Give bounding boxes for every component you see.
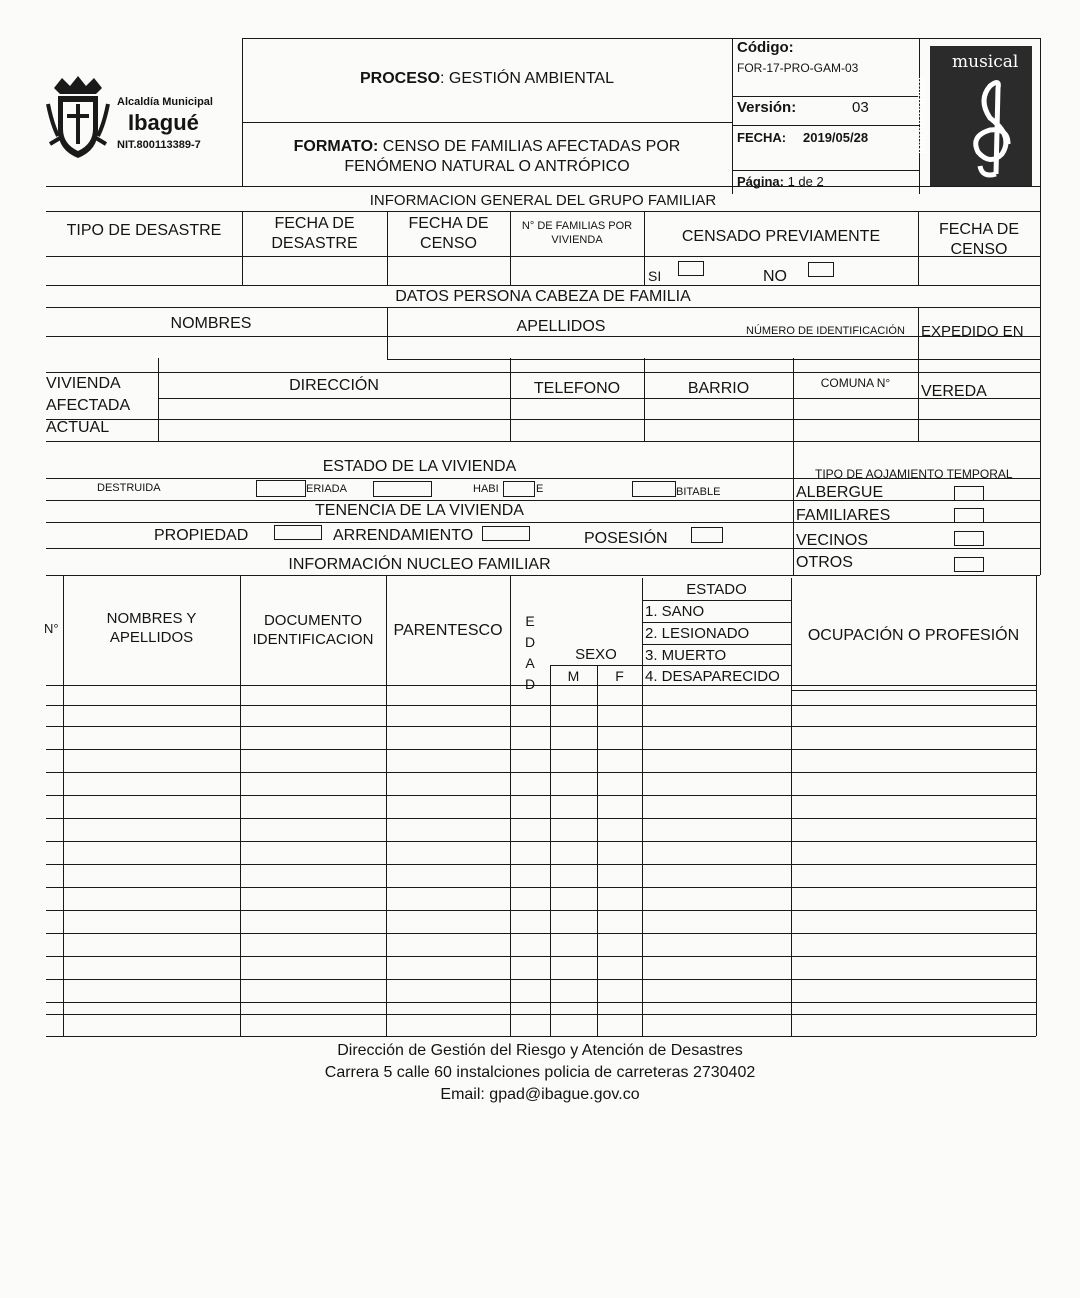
rule (791, 578, 792, 1036)
arrendamiento-label: ARRENDAMIENTO (333, 527, 474, 544)
albergue-checkbox[interactable] (954, 486, 984, 501)
rule (46, 307, 1040, 308)
table-row (46, 1002, 1036, 1003)
estado-option-lesionado: 2. LESIONADO (645, 625, 750, 642)
table-row (46, 1014, 1036, 1015)
rule (1040, 186, 1041, 286)
expedido-en-header: EXPEDIDO EN (921, 323, 1024, 340)
familiares-checkbox[interactable] (954, 508, 984, 523)
nucleo-familiar-title: INFORMACIÓN NUCLEO FAMILIAR (288, 556, 551, 573)
logo-text-side: ibaguécapital (912, 77, 928, 154)
capital-musical-logo (912, 46, 1032, 186)
si-checkbox[interactable] (678, 261, 704, 276)
vecinos-label: VECINOS (796, 532, 869, 549)
fecha-censo2-line1: FECHA DE (938, 221, 1019, 238)
numero-familias-line1: N° DE FAMILIAS POR (521, 220, 633, 232)
propiedad-label: PROPIEDAD (154, 527, 249, 544)
averiada-checkbox[interactable] (373, 481, 432, 497)
vivienda-label-line2: AFECTADA (46, 397, 131, 414)
table-row (46, 979, 1036, 980)
fecha-value: 2019/05/28 (803, 130, 869, 145)
rule (242, 122, 732, 123)
si-label: SI (648, 268, 662, 284)
estado-option-desaparecido: 4. DESAPARECIDO (645, 668, 780, 685)
documento-line2: IDENTIFICACION (252, 630, 374, 648)
inhabitable-checkbox[interactable] (632, 481, 676, 497)
fecha-label: FECHA: (737, 130, 787, 145)
rule (642, 644, 791, 645)
rule (732, 170, 919, 171)
censado-previamente-header: CENSADO PREVIAMENTE (681, 228, 881, 245)
head-of-family-title: DATOS PERSONA CABEZA DE FAMILIA (395, 288, 691, 305)
averiada-label: ERIADA (306, 483, 347, 495)
rule (386, 575, 387, 1036)
pagina-line (737, 174, 824, 189)
parentesco-column-header: PARENTESCO (393, 622, 503, 639)
fecha-desastre-header (242, 214, 387, 254)
rule (1040, 286, 1041, 360)
rule (46, 285, 1040, 286)
habitable-checkbox[interactable] (503, 481, 535, 497)
formato-value-line2: FENÓMENO NATURAL O ANTRÓPICO (344, 158, 630, 175)
edad-column-header (510, 611, 550, 695)
rule (1040, 441, 1041, 575)
rule (791, 690, 1036, 691)
rule (242, 38, 1040, 39)
posesion-checkbox[interactable] (691, 527, 723, 543)
table-row (46, 772, 1036, 773)
otros-checkbox[interactable] (954, 557, 984, 572)
vivienda-label-line3: ACTUAL (46, 419, 110, 436)
rule (918, 307, 919, 359)
fecha-desastre-line2: DESASTRE (271, 235, 358, 252)
barrio-header: BARRIO (687, 380, 750, 397)
fecha-desastre-line1: FECHA DE (274, 215, 355, 232)
rule (597, 665, 598, 1036)
rule (642, 665, 791, 666)
estado-option-muerto: 3. MUERTO (645, 647, 727, 664)
rule (793, 358, 794, 441)
documento-line1: DOCUMENTO (263, 612, 363, 629)
table-row (46, 933, 1036, 934)
no-label: NO (763, 268, 787, 285)
formato-value-line1: CENSO DE FAMILIAS AFECTADAS POR (378, 138, 681, 155)
table-row (46, 705, 1036, 706)
familiares-label: FAMILIARES (796, 507, 891, 524)
inhabitable-label: BITABLE (676, 486, 721, 498)
destruida-label: DESTRUIDA (97, 482, 161, 494)
no-checkbox[interactable] (808, 262, 834, 277)
fecha-censo2-line2: CENSO (950, 241, 1008, 258)
municipal-crest-icon (46, 74, 110, 164)
documento-column-header (240, 612, 386, 650)
general-info-title: INFORMACION GENERAL DEL GRUPO FAMILIAR (369, 192, 717, 209)
rule (1040, 38, 1041, 194)
footer-line2: Carrera 5 calle 60 instalciones policia de carreteras 2730402 (324, 1064, 756, 1081)
vecinos-checkbox[interactable] (954, 531, 984, 546)
pagina-value: 1 de 2 (787, 174, 824, 189)
tipo-desastre-header: TIPO DE DESASTRE (66, 222, 222, 239)
rule (1036, 575, 1037, 1036)
table-row (46, 864, 1036, 865)
table-row (46, 910, 1036, 911)
fecha-censo-line2: CENSO (420, 235, 477, 252)
sexo-f-header: F (615, 668, 624, 684)
rule (732, 125, 919, 126)
arrendamiento-checkbox[interactable] (482, 526, 530, 541)
estado-vivienda-title: ESTADO DE LA VIVIENDA (322, 458, 517, 475)
org-name: Ibagué (128, 110, 199, 135)
rule (644, 211, 645, 285)
org-small-name: Alcaldía Municipal (117, 96, 213, 108)
fecha-censo-header (387, 214, 510, 254)
rule (46, 522, 1040, 523)
ocupacion-column-header: OCUPACIÓN O PROFESIÓN (807, 627, 1020, 644)
destruida-checkbox[interactable] (256, 480, 306, 497)
rule (46, 548, 1040, 549)
tenencia-title: TENENCIA DE LA VIVIENDA (315, 502, 524, 519)
estado-column-header: ESTADO (686, 581, 747, 598)
proceso-title (242, 70, 732, 88)
table-row (46, 726, 1036, 727)
direccion-header: DIRECCIÓN (289, 377, 379, 394)
estado-option-sano: 1. SANO (645, 603, 705, 620)
rule (642, 578, 643, 1036)
rule (918, 358, 919, 441)
rule (46, 372, 1040, 373)
rule (158, 398, 1040, 399)
nombres-apellidos-line1: NOMBRES Y (106, 610, 197, 627)
rule (642, 600, 791, 601)
proceso-value: : GESTIÓN AMBIENTAL (440, 70, 614, 87)
sexo-m-header: M (567, 668, 580, 684)
rule (46, 186, 1040, 187)
rule (793, 441, 794, 575)
rule (46, 419, 1040, 420)
comuna-header: COMUNA N° (820, 376, 891, 390)
formato-title (242, 137, 732, 177)
rule (387, 359, 1040, 360)
version-value: 03 (852, 99, 869, 116)
vivienda-label-line1: VIVIENDA (46, 375, 121, 392)
table-row (46, 841, 1036, 842)
table-row (46, 1036, 1036, 1037)
codigo-label: Código: (737, 39, 794, 56)
sexo-column-header: SEXO (575, 646, 617, 663)
org-nit: NIT.800113389-7 (117, 139, 201, 151)
table-row (46, 887, 1036, 888)
fecha-censo2-header (918, 220, 1040, 260)
albergue-label: ALBERGUE (796, 484, 884, 501)
nombres-apellidos-column-header (63, 610, 240, 648)
proceso-label: PROCESO (360, 70, 441, 87)
edad-letter: D (524, 676, 536, 692)
rule (46, 500, 1040, 501)
numero-identificacion-header: NÚMERO DE IDENTIFICACIÓN (746, 325, 905, 337)
telefono-header: TELEFONO (533, 380, 621, 397)
table-row (46, 749, 1036, 750)
numero-familias-line2: VIVIENDA (551, 233, 603, 246)
version-label: Versión: (737, 99, 797, 116)
numero-familias-header (510, 220, 644, 248)
rule (550, 665, 551, 1036)
table-row (46, 818, 1036, 819)
rule (644, 358, 645, 441)
treble-clef-icon (960, 78, 1026, 180)
rule (46, 441, 1040, 442)
habitable-suffix: E (536, 483, 544, 495)
habitable-label: HABI (473, 483, 499, 495)
edad-letter: E (525, 613, 535, 629)
formato-label: FORMATO: (293, 138, 379, 155)
logo-text-top: musical (952, 52, 1019, 72)
rule (510, 358, 511, 441)
otros-label: OTROS (796, 554, 853, 571)
footer-line1: Dirección de Gestión del Riesgo y Atención de Desastres (337, 1042, 743, 1059)
rule (46, 575, 1040, 576)
rule (550, 665, 642, 666)
apellidos-header: APELLIDOS (516, 318, 606, 335)
edad-letter: A (525, 655, 535, 671)
rule (1040, 358, 1041, 441)
pagina-label: Página: (737, 174, 784, 189)
rule (642, 622, 791, 623)
table-row (46, 795, 1036, 796)
no-column-header: N° (44, 621, 59, 636)
propiedad-checkbox[interactable] (274, 525, 322, 540)
rule (46, 211, 1040, 212)
tipo-alojamiento-title: TIPO DE AOJAMIENTO TEMPORAL (815, 467, 1013, 481)
edad-letter: D (524, 634, 536, 650)
vereda-header: VEREDA (921, 383, 987, 400)
rule (46, 256, 1040, 257)
nombres-header: NOMBRES (170, 315, 252, 332)
rule (158, 358, 159, 441)
rule (732, 96, 919, 97)
fecha-censo-line1: FECHA DE (408, 215, 489, 232)
nombres-apellidos-line2: APELLIDOS (109, 628, 194, 646)
posesion-label: POSESIÓN (584, 530, 668, 547)
footer-email: Email: gpad@ibague.gov.co (440, 1086, 640, 1103)
codigo-value: FOR-17-PRO-GAM-03 (737, 61, 859, 75)
table-row (46, 956, 1036, 957)
